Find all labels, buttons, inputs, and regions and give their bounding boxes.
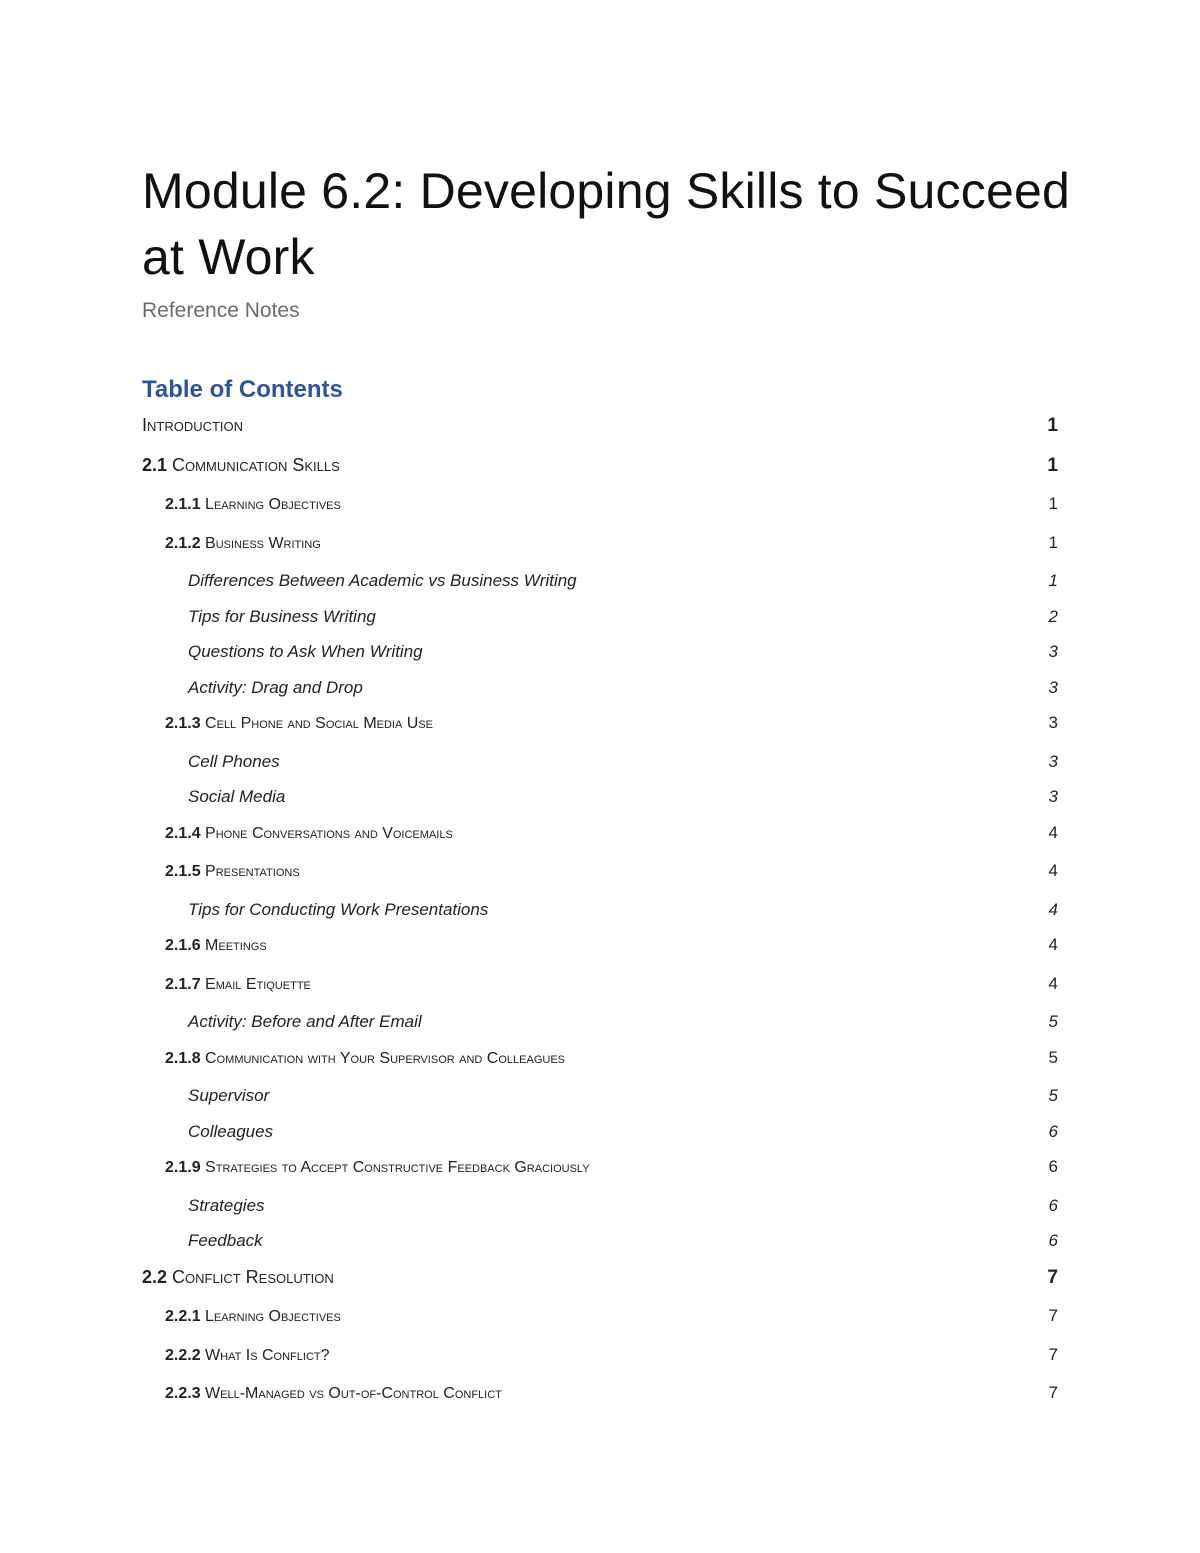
toc-entry-page: 7 [1047, 1266, 1058, 1288]
toc-entry[interactable] [142, 705, 1058, 744]
toc-entry-text [188, 599, 376, 627]
toc-entry-text [188, 1188, 265, 1216]
toc-entry-page: 6 [1048, 1231, 1058, 1250]
toc-entry-text [188, 744, 280, 772]
toc-entry-label: Communication with Your Supervisor and Colleagues [205, 1049, 566, 1067]
toc-entry[interactable] [142, 853, 1058, 892]
toc-entry-text [142, 447, 340, 476]
toc-entry[interactable] [142, 927, 1058, 966]
toc-entry-label: Business Writing [205, 534, 321, 552]
toc-entry[interactable] [142, 1149, 1058, 1188]
toc-entry[interactable] [142, 447, 1058, 487]
toc-entry[interactable] [142, 1040, 1058, 1079]
toc-entry-number: 2.1.9 [165, 1159, 201, 1176]
toc-entry-text [188, 563, 577, 591]
toc-entry-label: Meetings [205, 937, 267, 954]
toc-entry-label: Tips for Business Writing [188, 606, 376, 626]
toc-entry[interactable] [142, 599, 1058, 635]
toc-entry-page: 3 [1048, 751, 1058, 771]
toc-entry-text [165, 968, 311, 994]
toc-entry-number: 2.2.1 [165, 1308, 201, 1325]
toc-entry-page: 6 [1048, 1121, 1058, 1141]
toc-entry-number: 2.1.1 [165, 496, 201, 513]
toc-entry-number: 2.1.8 [165, 1049, 201, 1067]
document-subtitle: Reference Notes [142, 299, 300, 322]
toc-entry-label: Activity: Drag and Drop [188, 677, 363, 697]
toc-entry-number: 2.2 [142, 1266, 168, 1287]
toc-entry-text [188, 1078, 269, 1106]
toc-entry-label: Social Media [188, 787, 286, 806]
toc-entry-text [165, 1042, 565, 1068]
toc-entry-label: Communication Skills [172, 454, 340, 475]
toc-entry-page: 7 [1048, 1306, 1058, 1325]
toc-entry[interactable] [142, 1337, 1058, 1376]
toc-entry[interactable] [142, 815, 1058, 854]
toc-entry-text [165, 707, 433, 733]
toc-entry-number: 2.1.4 [165, 824, 201, 842]
toc-entry-page: 3 [1048, 787, 1058, 806]
table-of-contents [142, 407, 1058, 1414]
toc-entry-page: 6 [1048, 1157, 1058, 1176]
toc-entry[interactable] [142, 1223, 1058, 1259]
toc-entry-text [188, 634, 423, 662]
toc-entry[interactable] [142, 407, 1058, 447]
toc-entry-label: Presentations [205, 863, 300, 880]
toc-entry[interactable] [142, 779, 1058, 815]
toc-entry-label: Supervisor [188, 1086, 270, 1105]
toc-entry[interactable] [142, 1375, 1058, 1414]
toc-entry-text [188, 779, 285, 807]
toc-entry[interactable] [142, 670, 1058, 706]
toc-entry-label: Colleagues [188, 1121, 274, 1141]
toc-entry-number: 2.1.2 [165, 534, 201, 552]
toc-entry-text [188, 892, 488, 920]
toc-entry-page: 2 [1048, 606, 1058, 626]
toc-entry-label: Learning Objectives [205, 496, 341, 513]
toc-entry-page: 1 [1048, 571, 1058, 590]
toc-entry-label: Conflict Resolution [172, 1266, 334, 1287]
toc-entry-number: 2.1.3 [165, 715, 201, 732]
toc-entry-label: Strategies to Accept Constructive Feedback Graciously [205, 1159, 590, 1176]
toc-entry-text [142, 1259, 334, 1288]
toc-entry-page: 1 [1047, 454, 1058, 476]
toc-entry-page: 4 [1048, 973, 1058, 993]
toc-entry-text [188, 1004, 422, 1032]
toc-entry-page: 6 [1048, 1195, 1058, 1215]
toc-entry[interactable] [142, 486, 1058, 525]
toc-entry[interactable] [142, 525, 1058, 564]
toc-entry-page: 1 [1048, 532, 1058, 552]
toc-entry-text [165, 817, 453, 843]
toc-entry-page: 3 [1048, 642, 1058, 661]
toc-entry-page: 4 [1048, 822, 1058, 842]
toc-entry-label: Strategies [188, 1195, 265, 1215]
toc-entry-page: 4 [1048, 899, 1058, 919]
toc-entry-number: 2.1.5 [165, 863, 201, 880]
toc-entry-text [188, 1114, 273, 1142]
toc-entry[interactable] [142, 634, 1058, 670]
toc-entry-label: Questions to Ask When Writing [188, 642, 423, 661]
toc-entry-label: Introduction [142, 415, 244, 435]
document-title: Module 6.2: Developing Skills to Succeed at Work [142, 163, 1070, 285]
toc-entry[interactable] [142, 1298, 1058, 1337]
toc-entry-number: 2.2.2 [165, 1346, 201, 1364]
toc-entry-text [188, 1223, 263, 1251]
toc-entry-label: Email Etiquette [205, 975, 311, 993]
toc-entry-text [165, 1377, 502, 1403]
toc-entry-label: What Is Conflict? [205, 1346, 330, 1364]
toc-entry-label: Differences Between Academic vs Business Writing [188, 571, 577, 590]
toc-entry-page: 1 [1048, 494, 1058, 513]
toc-entry[interactable] [142, 1004, 1058, 1040]
toc-entry[interactable] [142, 1188, 1058, 1224]
toc-entry[interactable] [142, 1114, 1058, 1150]
toc-entry-text [188, 670, 363, 698]
toc-entry-label: Learning Objectives [205, 1308, 341, 1325]
toc-entry-text [142, 407, 243, 436]
toc-entry-number: 2.1 [142, 454, 168, 475]
toc-entry-label: Cell Phones [188, 751, 280, 771]
toc-entry-page: 5 [1048, 1012, 1058, 1031]
toc-entry-page: 7 [1048, 1344, 1058, 1364]
toc-entry-label: Activity: Before and After Email [188, 1012, 422, 1031]
toc-entry-label: Cell Phone and Social Media Use [205, 715, 433, 732]
toc-entry-page: 4 [1048, 935, 1058, 954]
toc-entry-text [165, 1339, 330, 1365]
toc-entry-page: 5 [1048, 1047, 1058, 1067]
toc-entry-number: 2.1.6 [165, 937, 201, 954]
toc-entry[interactable] [142, 744, 1058, 780]
toc-entry-text [165, 488, 341, 514]
toc-entry[interactable] [142, 563, 1058, 599]
toc-entry-number: 2.2.3 [165, 1385, 201, 1402]
toc-entry-page: 7 [1048, 1383, 1058, 1402]
toc-entry-label: Phone Conversations and Voicemails [205, 824, 453, 842]
toc-entry[interactable] [142, 892, 1058, 928]
toc-entry-text [165, 855, 300, 881]
toc-entry-number: 2.1.7 [165, 975, 201, 993]
toc-entry[interactable] [142, 1078, 1058, 1114]
toc-entry-label: Tips for Conducting Work Presentations [188, 899, 489, 919]
toc-entry-page: 3 [1048, 677, 1058, 697]
toc-entry[interactable] [142, 1259, 1058, 1299]
toc-entry-page: 1 [1047, 415, 1058, 436]
toc-heading: Table of Contents [142, 376, 343, 403]
toc-entry-text [165, 527, 321, 553]
toc-entry[interactable] [142, 966, 1058, 1005]
toc-entry-text [165, 1300, 341, 1326]
toc-entry-text [165, 1151, 590, 1177]
toc-entry-label: Well-Managed vs Out-of-Control Conflict [205, 1385, 502, 1402]
toc-entry-label: Feedback [188, 1231, 263, 1250]
toc-entry-page: 3 [1048, 713, 1058, 732]
toc-entry-text [165, 929, 267, 955]
toc-entry-page: 5 [1048, 1086, 1058, 1105]
toc-entry-page: 4 [1048, 861, 1058, 880]
